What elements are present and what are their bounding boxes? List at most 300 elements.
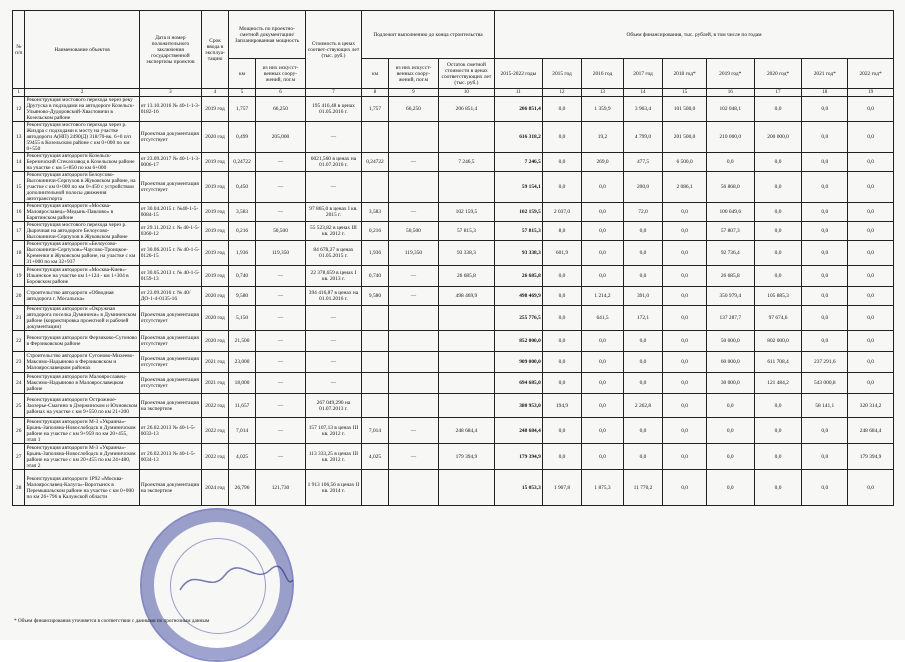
column-number: 4 — [202, 89, 229, 97]
row-number: 24 — [13, 373, 25, 394]
table-row — [13, 352, 894, 373]
year-value-cell: 0,0 — [623, 444, 662, 470]
year-value-cell: 0,0 — [582, 241, 624, 266]
conclusion-cell: Проектная документация на экспертизе — [139, 394, 201, 418]
year-value-cell: 137 287,7 — [706, 306, 754, 331]
header-capacity: Мощность по проектно-сметной документации/Запланированная мощность — [229, 11, 306, 59]
term-cell: 2019 год — [202, 266, 229, 287]
header-year: 2015 год — [542, 59, 581, 89]
cost-cell: 113 333,25 в ценах III кв. 2012 г. — [305, 444, 361, 470]
year-value-cell: 0,0 — [663, 222, 707, 241]
art-cell: — — [256, 266, 306, 287]
progress-art-cell — [389, 352, 439, 373]
year-value-cell: 50 000,0 — [706, 331, 754, 352]
total-cell: 179 394,9 — [494, 444, 542, 470]
year-value-cell: 0,0 — [802, 172, 848, 203]
object-name: Реконструкция автодороги Ферзиково-Сугоново в Ферзиковском районе — [25, 331, 139, 352]
column-number: 14 — [623, 89, 662, 97]
object-name: Строительство автодороги Сугоново-Михеево-Максимо-Надьяново в Ферзиковском и Малоярославецком районах — [25, 352, 139, 373]
object-name: Реконструкция мостового перехода через р. Дырочная на автодороге Белоусово-Высокиничи-Серпухов в Жуковском районе — [25, 222, 139, 241]
column-number: 8 — [362, 89, 389, 97]
year-value-cell: 0,0 — [663, 203, 707, 222]
term-cell: 2020 год — [202, 306, 229, 331]
progress-art-cell: — — [389, 266, 439, 287]
term-cell: 2020 год — [202, 287, 229, 306]
km-cell: 26,796 — [229, 470, 256, 506]
year-value-cell: 0,0 — [848, 266, 894, 287]
progress-art-cell — [389, 331, 439, 352]
row-number: 25 — [13, 394, 25, 418]
balance-cell — [438, 470, 494, 506]
table-row — [13, 287, 894, 306]
conclusion-cell: от 23.09.2017 № 40-1-1-3-0006-17 — [139, 153, 201, 172]
year-value-cell: 101 500,0 — [663, 97, 707, 122]
year-value-cell: 0,0 — [754, 203, 802, 222]
header-incl-art: из них искусст-венных соору-жений, пог.м — [256, 59, 306, 89]
year-value-cell: 0,0 — [848, 241, 894, 266]
year-value-cell: 0,0 — [848, 306, 894, 331]
year-value-cell: 0,0 — [582, 352, 624, 373]
row-number: 17 — [13, 222, 25, 241]
art-cell: — — [256, 331, 306, 352]
column-number: 9 — [389, 89, 439, 97]
table-row — [13, 241, 894, 266]
year-value-cell: 0,0 — [848, 331, 894, 352]
year-value-cell: 0,0 — [623, 222, 662, 241]
art-cell: 205,000 — [256, 122, 306, 153]
term-cell: 2022 год — [202, 444, 229, 470]
km-cell: 9,580 — [229, 287, 256, 306]
year-value-cell: 0,0 — [663, 394, 707, 418]
year-value-cell: 0,0 — [754, 97, 802, 122]
year-value-cell: 802 000,0 — [754, 331, 802, 352]
term-cell: 2021 год — [202, 352, 229, 373]
year-value-cell: 0,0 — [582, 331, 624, 352]
conclusion-cell: Проектная документация отсутствует — [139, 122, 201, 153]
art-cell: 66,250 — [256, 97, 306, 122]
object-name: Реконструкция автодороги Белоусово-Высокиничи-Серпухов в Жуковском районе, на участке с км 0+000 по км 0+450 с устройством дополнительной полосы движения автотранспорта — [25, 172, 139, 203]
table-row — [13, 418, 894, 444]
year-value-cell: 3 963,4 — [623, 97, 662, 122]
year-value-cell: 102 048,1 — [706, 97, 754, 122]
conclusion-cell: Проектная документация на экспертизе — [139, 470, 201, 506]
year-value-cell: 2 262,8 — [623, 394, 662, 418]
year-value-cell: 0,0 — [663, 373, 707, 394]
year-value-cell: 200,0 — [623, 172, 662, 203]
row-number: 14 — [13, 153, 25, 172]
year-value-cell: 0,0 — [663, 331, 707, 352]
art-cell: — — [256, 394, 306, 418]
progress-km-cell — [362, 172, 389, 203]
object-name: Реконструкция автодороги М-3 «Украина»-Брынь-Заполяна-Новослободск в Думиничском районе на участке с км 20+455 по км 24+480, этап 2 — [25, 444, 139, 470]
column-number: 3 — [139, 89, 201, 97]
row-number: 19 — [13, 266, 25, 287]
year-value-cell: 0,0 — [848, 352, 894, 373]
conclusion-cell: Проектная документация отсутствует — [139, 331, 201, 352]
year-value-cell: 0,0 — [663, 266, 707, 287]
total-cell: 59 154,1 — [494, 172, 542, 203]
balance-cell — [438, 394, 494, 418]
road-construction-table — [12, 10, 894, 506]
progress-art-cell — [389, 373, 439, 394]
object-name: Реконструкция автодороги Козельск-Березичский Стеклозавод в Козельском районе на участке с км 5+850 по км 6+000 — [25, 153, 139, 172]
year-value-cell: 0,0 — [623, 418, 662, 444]
year-value-cell: 0,0 — [582, 266, 624, 287]
cost-cell: 267 049,290 на 01.07.2013 г. — [305, 394, 361, 418]
header-term: Срок ввода в эксплуа-тацию — [202, 11, 229, 89]
row-number: 26 — [13, 418, 25, 444]
progress-km-cell: 7,014 — [362, 418, 389, 444]
year-value-cell: 0,0 — [623, 331, 662, 352]
column-number: 1 — [13, 89, 25, 97]
header-year: 2015-2022 годы — [494, 59, 542, 89]
year-value-cell: 0,0 — [582, 394, 624, 418]
row-number: 13 — [13, 122, 25, 153]
year-value-cell: 0,0 — [542, 373, 581, 394]
year-value-cell: 0,0 — [848, 470, 894, 506]
conclusion-cell: от 26.02.2013 № 40-1-5-0034-13 — [139, 444, 201, 470]
year-value-cell: 72,0 — [623, 203, 662, 222]
year-value-cell: 0,0 — [802, 287, 848, 306]
year-value-cell: 0,0 — [754, 470, 802, 506]
year-value-cell: 0,0 — [802, 122, 848, 153]
year-value-cell: 248 684,4 — [848, 418, 894, 444]
table-row — [13, 331, 894, 352]
object-name: Реконструкция автодороги «Москва-Киев»-Ильинское на участке км 1+124 - км 1+304 в Боровском районе — [25, 266, 139, 287]
year-value-cell: 0,0 — [582, 444, 624, 470]
table-row — [13, 394, 894, 418]
year-value-cell: 0,0 — [706, 394, 754, 418]
year-value-cell: 0,0 — [663, 287, 707, 306]
object-name: Строительство автодороги «Обводная автодорога г. Мосальска» — [25, 287, 139, 306]
progress-km-cell — [362, 306, 389, 331]
year-value-cell: 19,2 — [582, 122, 624, 153]
art-cell: 121,730 — [256, 470, 306, 506]
total-cell: 255 776,5 — [494, 306, 542, 331]
header-year: 2021 год* — [802, 59, 848, 89]
column-number: 16 — [706, 89, 754, 97]
year-value-cell: 92 736,4 — [706, 241, 754, 266]
balance-cell: 7 246,5 — [438, 153, 494, 172]
year-value-cell: 0,0 — [542, 266, 581, 287]
progress-km-cell: 1,757 — [362, 97, 389, 122]
km-cell: 18,000 — [229, 373, 256, 394]
km-cell: 0,216 — [229, 222, 256, 241]
year-value-cell: 0,0 — [754, 222, 802, 241]
table-row — [13, 306, 894, 331]
art-cell: — — [256, 153, 306, 172]
signature-scribble — [175, 560, 295, 600]
progress-km-cell — [362, 122, 389, 153]
year-value-cell: 8,0 — [542, 222, 581, 241]
progress-km-cell — [362, 394, 389, 418]
year-value-cell: 0,0 — [542, 418, 581, 444]
year-value-cell: 0,0 — [542, 331, 581, 352]
year-value-cell: 0,0 — [848, 153, 894, 172]
column-number: 5 — [229, 89, 256, 97]
progress-km-cell — [362, 470, 389, 506]
year-value-cell: 56 868,0 — [706, 172, 754, 203]
year-value-cell: 105 885,3 — [754, 287, 802, 306]
total-cell: 498 469,9 — [494, 287, 542, 306]
year-value-cell: 0,0 — [542, 444, 581, 470]
term-cell: 2020 год — [202, 331, 229, 352]
progress-km-cell: 0,740 — [362, 266, 389, 287]
total-cell: 102 159,5 — [494, 203, 542, 222]
year-value-cell: 179 394,9 — [848, 444, 894, 470]
year-value-cell: 0,0 — [802, 97, 848, 122]
row-number: 20 — [13, 287, 25, 306]
progress-art-cell: — — [389, 418, 439, 444]
row-number: 23 — [13, 352, 25, 373]
cost-cell: 97 865,0 в ценах I кв. 2015 г. — [305, 203, 361, 222]
cost-cell: — — [305, 122, 361, 153]
year-value-cell: 121 484,2 — [754, 373, 802, 394]
total-cell: 26 685,8 — [494, 266, 542, 287]
table-row — [13, 373, 894, 394]
art-cell: — — [256, 203, 306, 222]
km-cell: 21,500 — [229, 331, 256, 352]
progress-km-cell: 0,216 — [362, 222, 389, 241]
cost-cell: 55 523,82 в ценах III кв. 2012 г. — [305, 222, 361, 241]
header-year: 2018 год* — [663, 59, 707, 89]
row-number: 21 — [13, 306, 25, 331]
conclusion-cell: Проектная документация отсутствует — [139, 352, 201, 373]
balance-cell — [438, 352, 494, 373]
table-row — [13, 266, 894, 287]
conclusion-cell: от 29.11.2012 г. № 40-1-5-0360-12 — [139, 222, 201, 241]
year-value-cell: 350 979,4 — [706, 287, 754, 306]
year-value-cell: 0,0 — [802, 241, 848, 266]
total-cell: 694 685,0 — [494, 373, 542, 394]
header-prog-art: из них искусст-венных соору-жений, пог.м — [389, 59, 439, 89]
header-funding: Объем финансирования, тыс. рублей, в том числе по годам — [494, 11, 893, 59]
year-value-cell: 0,0 — [754, 172, 802, 203]
cost-cell: 394 416,87 в ценах на 01.01.2016 г. — [305, 287, 361, 306]
row-number: 28 — [13, 470, 25, 506]
progress-art-cell: 66,250 — [389, 97, 439, 122]
year-value-cell: 0,0 — [802, 153, 848, 172]
object-name: Реконструкция автодороги «Белоусово-Высокиничи-Серпухов»-Чаусово-Троицкое-Кременки в Жуковском районе, на участке с км 31+000 по км 32+937 — [25, 241, 139, 266]
year-value-cell: 0,0 — [663, 241, 707, 266]
term-cell: 2019 год — [202, 97, 229, 122]
balance-cell: 57 815,3 — [438, 222, 494, 241]
term-cell: 2019 год — [202, 241, 229, 266]
year-value-cell: 0,0 — [848, 122, 894, 153]
year-value-cell: 0,0 — [802, 266, 848, 287]
year-value-cell: 0,0 — [582, 418, 624, 444]
year-value-cell: 0,0 — [663, 444, 707, 470]
year-value-cell: 4 799,0 — [623, 122, 662, 153]
term-cell: 2024 год — [202, 470, 229, 506]
year-value-cell: 0,0 — [802, 203, 848, 222]
year-value-cell: 0,0 — [542, 153, 581, 172]
year-value-cell: 210 000,0 — [706, 122, 754, 153]
km-cell: 5,150 — [229, 306, 256, 331]
year-value-cell: 641,5 — [582, 306, 624, 331]
km-cell: 1,757 — [229, 97, 256, 122]
column-number: 10 — [438, 89, 494, 97]
year-value-cell: 0,0 — [754, 241, 802, 266]
total-cell: 15 053,3 — [494, 470, 542, 506]
progress-art-cell — [389, 394, 439, 418]
year-value-cell: 601,9 — [542, 241, 581, 266]
km-cell: 23,000 — [229, 352, 256, 373]
year-value-cell: 477,5 — [623, 153, 662, 172]
term-cell: 2019 год — [202, 203, 229, 222]
km-cell: 0,450 — [229, 172, 256, 203]
year-value-cell: 0,0 — [706, 444, 754, 470]
object-name: Реконструкция автодороги «Москва-Малоярославец»-Медынь-Павлово» в Барятинском районе — [25, 203, 139, 222]
cost-cell: 22 378,659 в ценах I кв. 2013 г. — [305, 266, 361, 287]
progress-art-cell — [389, 306, 439, 331]
progress-art-cell: — — [389, 203, 439, 222]
km-cell: 0,24722 — [229, 153, 256, 172]
year-value-cell: 0,0 — [623, 373, 662, 394]
table-row — [13, 222, 894, 241]
year-value-cell: 57 807,3 — [706, 222, 754, 241]
object-name: Реконструкция автодороги «Окружная автодорога поселка Думиничи» в Думиничском районе (корректировка проектной и рабочей документации) — [25, 306, 139, 331]
header-cost: Стоимость в ценах соответ-ствующих лет (тыс. руб.) — [305, 11, 361, 89]
km-cell: 11,657 — [229, 394, 256, 418]
year-value-cell: 1 875,3 — [582, 470, 624, 506]
year-value-cell: 0,0 — [848, 203, 894, 222]
year-value-cell: 0,0 — [754, 153, 802, 172]
header-prog-km: км — [362, 59, 389, 89]
header-progress: Подлежит выполнению до конца строительства — [362, 11, 495, 59]
year-value-cell: 0,0 — [754, 418, 802, 444]
km-cell: 0,740 — [229, 266, 256, 287]
year-value-cell: 60 000,0 — [706, 352, 754, 373]
cost-cell: 157 107,13 в ценах III кв. 2012 г. — [305, 418, 361, 444]
year-value-cell: 0,0 — [848, 287, 894, 306]
total-cell: 380 953,0 — [494, 394, 542, 418]
total-cell: 616 318,2 — [494, 122, 542, 153]
header-year: 2022 год* — [848, 59, 894, 89]
table-row — [13, 97, 894, 122]
column-number: 15 — [663, 89, 707, 97]
year-value-cell: 0,0 — [582, 172, 624, 203]
total-cell: 93 338,3 — [494, 241, 542, 266]
year-value-cell: 0,0 — [706, 470, 754, 506]
year-value-cell: 0,0 — [542, 172, 581, 203]
object-name: Реконструкция автодороги 1Р92 «Москва-Малоярославец-Калуга»-Воротынск в Перемышльском районе на участке с км 0+000 по км 26+796 в Калужской области — [25, 470, 139, 506]
column-number: 12 — [542, 89, 581, 97]
row-number: 15 — [13, 172, 25, 203]
column-number: 18 — [802, 89, 848, 97]
header-year: 2017 год — [623, 59, 662, 89]
table-row — [13, 444, 894, 470]
column-number: 7 — [305, 89, 361, 97]
balance-cell — [438, 122, 494, 153]
year-value-cell: 0,0 — [542, 306, 581, 331]
year-value-cell: 30 000,0 — [706, 373, 754, 394]
cost-cell: — — [305, 331, 361, 352]
term-cell: 2020 год — [202, 122, 229, 153]
conclusion-cell: от 30.05.2013 г. № 40-1-5-0159-13 — [139, 266, 201, 287]
column-number: 13 — [582, 89, 624, 97]
object-name: Реконструкция мостового перехода через реку Другуска в подходами на автодороге Козельск-Ульяново-Дудоровский-Хвастовичи в Козельском районе — [25, 97, 139, 122]
year-value-cell: 320 314,2 — [848, 394, 894, 418]
year-value-cell: 201 500,0 — [663, 122, 707, 153]
total-cell: 7 246,5 — [494, 153, 542, 172]
object-name: Реконструкция автодороги Малоярославец-Максимо-Надьяново в Малоярославецком районе — [25, 373, 139, 394]
total-cell: 206 851,4 — [494, 97, 542, 122]
km-cell: 3,583 — [229, 203, 256, 222]
year-value-cell: 0,0 — [848, 172, 894, 203]
table-row — [13, 153, 894, 172]
year-value-cell: 0,0 — [542, 352, 581, 373]
balance-cell: 179 394,9 — [438, 444, 494, 470]
conclusion-cell: от 30.04.2015 г. №40-1-5-0084-15 — [139, 203, 201, 222]
cost-cell: — — [305, 352, 361, 373]
year-value-cell: 0,0 — [663, 306, 707, 331]
conclusion-cell: от 26.02.2013 № 40-1-5-0033-13 — [139, 418, 201, 444]
year-value-cell: 0,0 — [663, 352, 707, 373]
total-cell: 909 000,0 — [494, 352, 542, 373]
year-value-cell: 0,0 — [663, 418, 707, 444]
table-row — [13, 122, 894, 153]
term-cell: 2022 год — [202, 394, 229, 418]
year-value-cell: 0,0 — [754, 394, 802, 418]
year-value-cell: 1 907,8 — [542, 470, 581, 506]
year-value-cell: 269,0 — [582, 153, 624, 172]
art-cell: — — [256, 306, 306, 331]
progress-art-cell: 119,350 — [389, 241, 439, 266]
year-value-cell: 0,0 — [582, 222, 624, 241]
header-km: км — [229, 59, 256, 89]
progress-km-cell: 3,583 — [362, 203, 389, 222]
header-year: 2016 год — [582, 59, 624, 89]
year-value-cell: 0,0 — [802, 331, 848, 352]
balance-cell: 93 338,3 — [438, 241, 494, 266]
term-cell: 2021 год — [202, 373, 229, 394]
km-cell: 1,936 — [229, 241, 256, 266]
year-value-cell: 100 049,6 — [706, 203, 754, 222]
cost-cell: 6021,560 в ценах на 01.07.2016 г. — [305, 153, 361, 172]
balance-cell: 102 159,5 — [438, 203, 494, 222]
conclusion-cell: от 30.06.2015 г. № 40-1-5-0126-15 — [139, 241, 201, 266]
progress-art-cell: 50,500 — [389, 222, 439, 241]
progress-km-cell — [362, 373, 389, 394]
term-cell: 2022 год — [202, 418, 229, 444]
progress-km-cell: 0,24722 — [362, 153, 389, 172]
progress-km-cell: 9,580 — [362, 287, 389, 306]
row-number: 12 — [13, 97, 25, 122]
art-cell: 50,500 — [256, 222, 306, 241]
art-cell: — — [256, 444, 306, 470]
term-cell: 2019 год — [202, 222, 229, 241]
table-row — [13, 172, 894, 203]
year-value-cell: 0,0 — [706, 153, 754, 172]
year-value-cell: 1 359,9 — [582, 97, 624, 122]
progress-km-cell: 1,936 — [362, 241, 389, 266]
year-value-cell: 0,0 — [754, 266, 802, 287]
progress-km-cell — [362, 352, 389, 373]
year-value-cell: 0,0 — [623, 241, 662, 266]
object-name: Реконструкция автодороги Острожное-Заозерье-Смагино в Дзержинском и Юхновском районах на участке с км 9+550 по км 21+200 — [25, 394, 139, 418]
cost-cell: 195 416,48 в ценах 01.05.2016 г. — [305, 97, 361, 122]
progress-km-cell — [362, 331, 389, 352]
cost-cell: — — [305, 306, 361, 331]
year-value-cell: 0,0 — [663, 470, 707, 506]
object-name: Реконструкция мостового перехода через р. Жиздра с подходами к мосту на участке автодороги А(НП) 2490(Д) 318/70-вк. 6+0 п/п 59455 в Козельском районе с км 0+000 по км 0+550 — [25, 122, 139, 153]
year-value-cell: 6 500,0 — [663, 153, 707, 172]
header-conclusion: Дата и номер положительного заключения государственной экспертизы проектов — [139, 11, 201, 89]
year-value-cell: 0,0 — [848, 222, 894, 241]
year-value-cell: 1 214,2 — [582, 287, 624, 306]
art-cell: — — [256, 418, 306, 444]
